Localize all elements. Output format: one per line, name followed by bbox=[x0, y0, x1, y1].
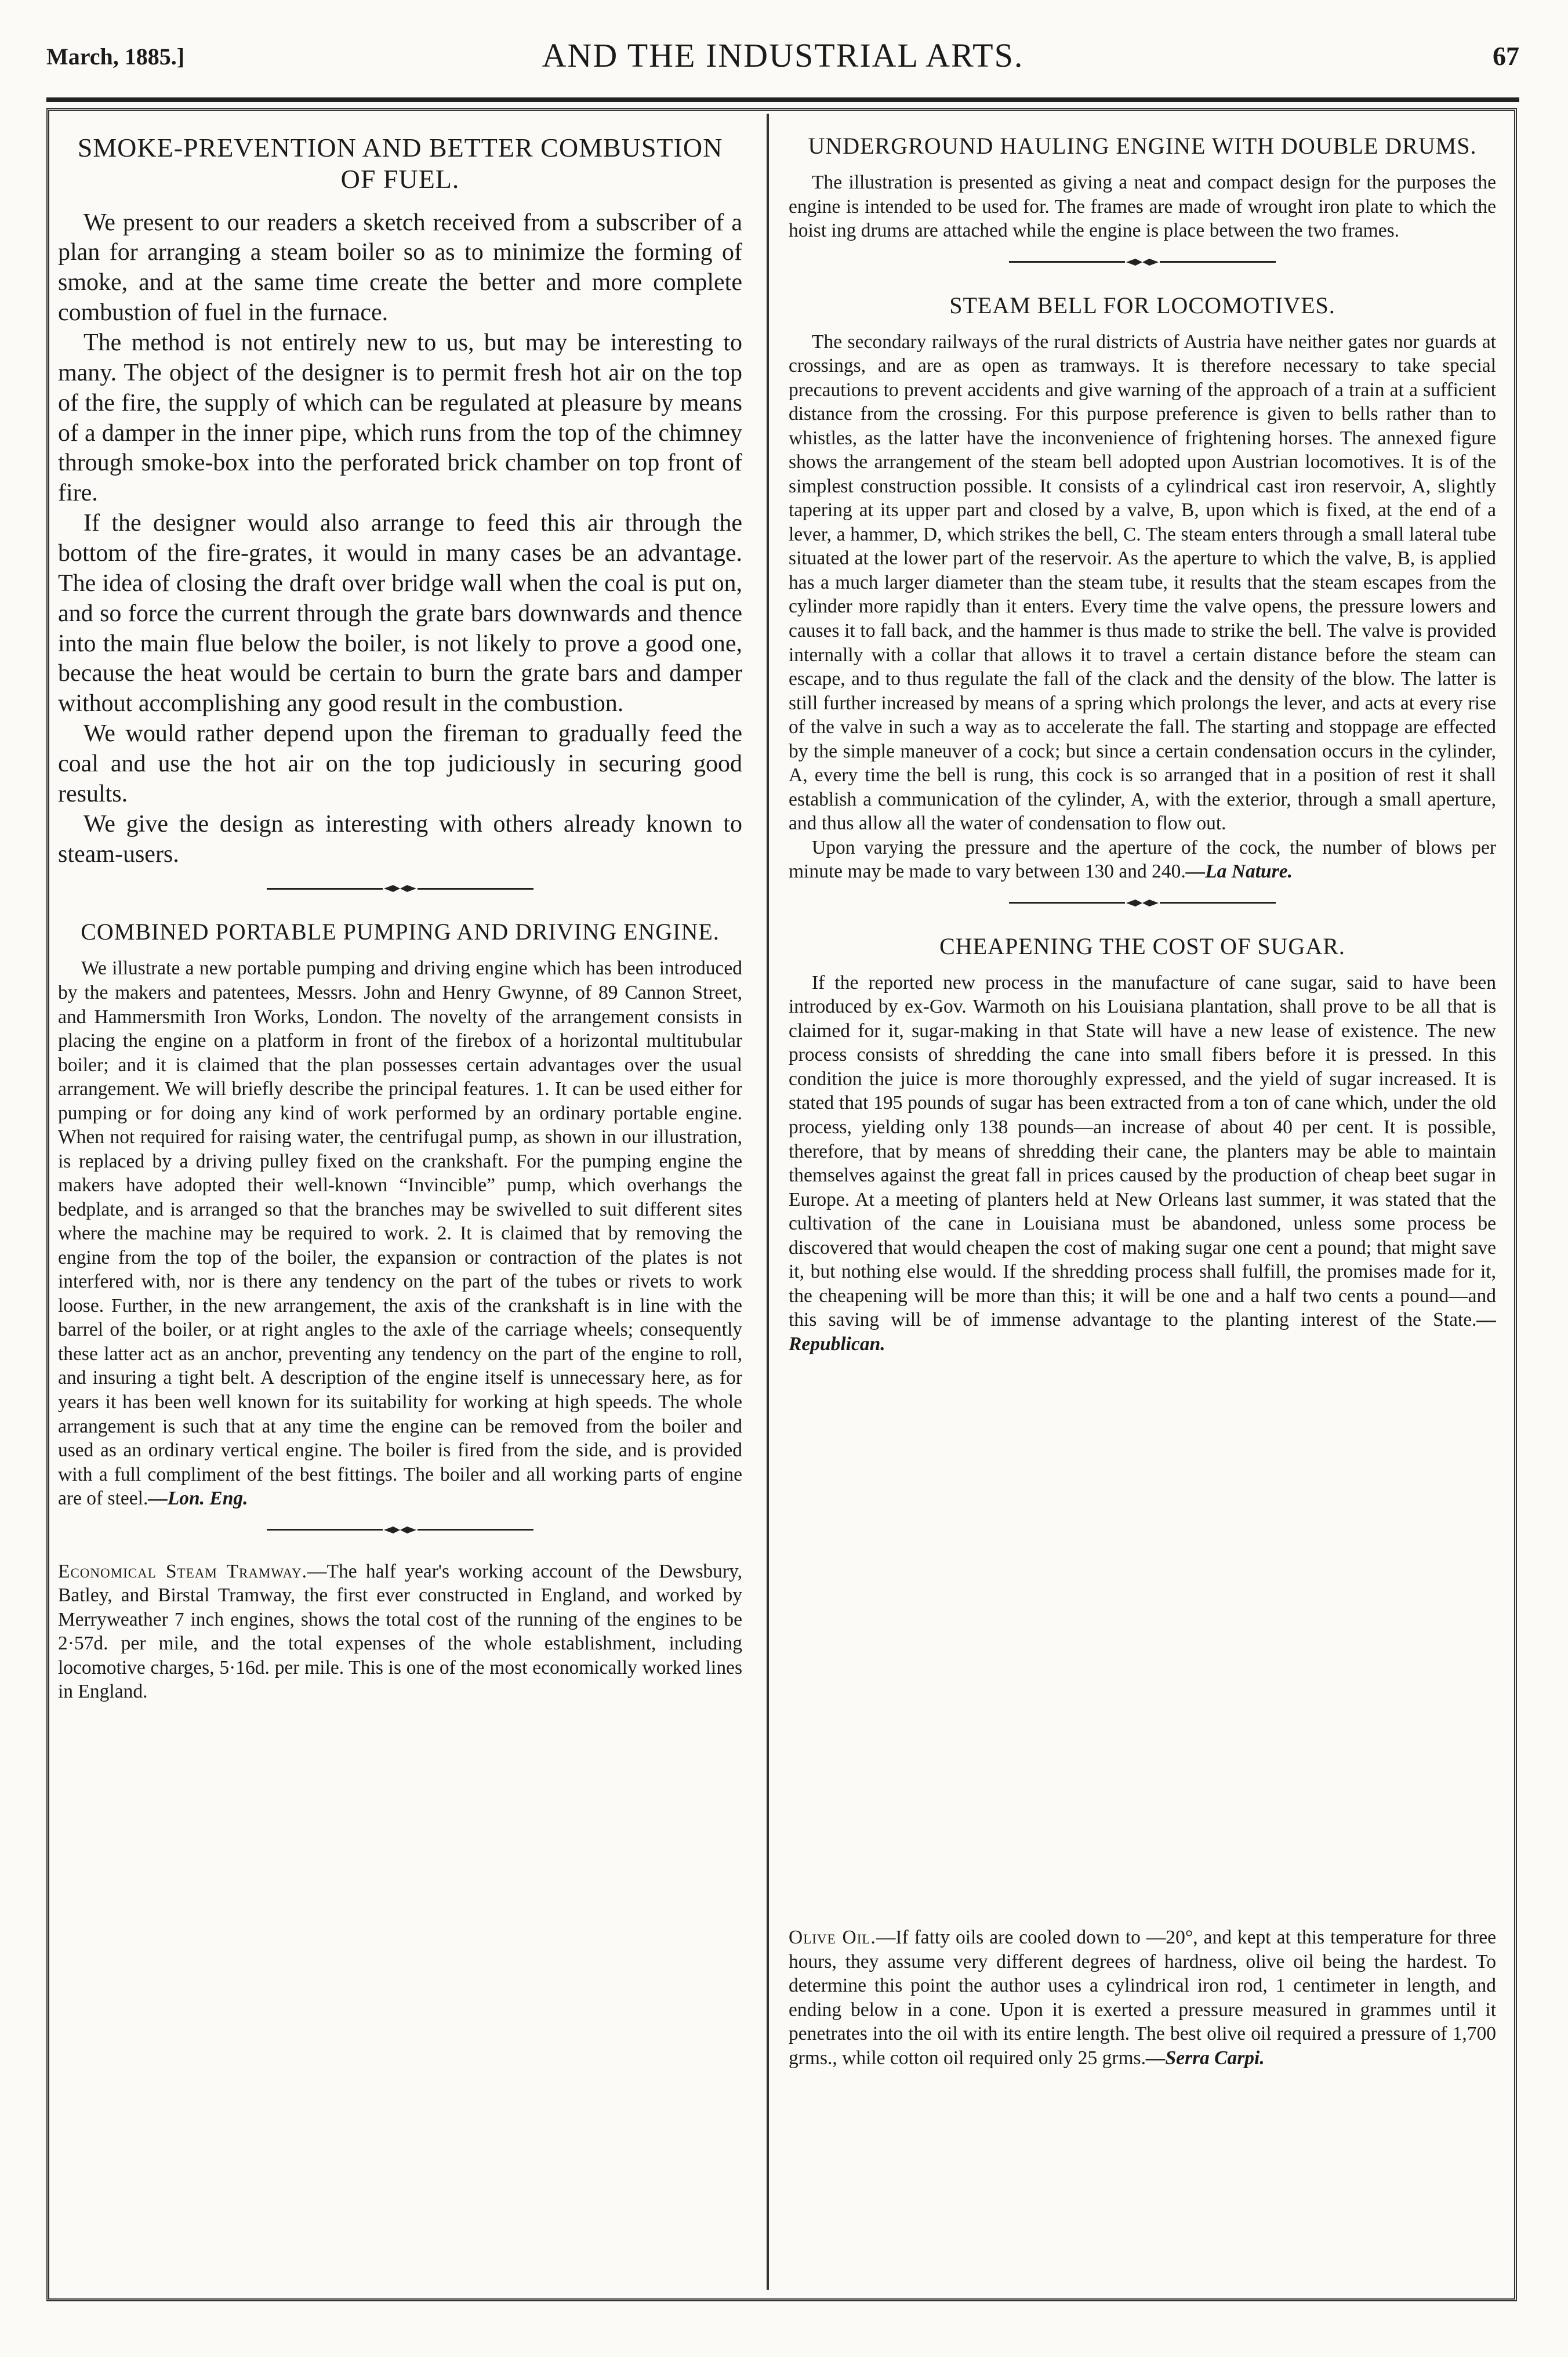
paragraph: The illustration is presented as giving a neat and compact design for the purposes the engine is intended to be used for. The frames are made of wrought iron plate to which the hoist ing drums are attached while the engine is place between the two frames. bbox=[789, 172, 1496, 242]
source-credit: —La Nature. bbox=[1185, 861, 1293, 883]
paragraph: We would rather depend upon the fireman to gradually feed the coal and use the hot air on the top judiciously in securing good results. bbox=[58, 720, 742, 807]
article-steam-bell bbox=[789, 292, 1496, 884]
section-ornament bbox=[789, 249, 1496, 275]
article-pumping-engine bbox=[58, 918, 742, 1510]
paragraph-text: —The half year's working account of the Dewsbury, Batley, and Birstal Tramway, the first ever constructed in England, and worked by Merryweather 7 inch engines, shows the total cost of the running of the engines to be 2·57d. per mile, and the total expenses of the whole establishment, including locomotive charges, 5·16d. per mile. This is one of the most economically worked lines in England. bbox=[58, 1560, 743, 1703]
paragraph bbox=[58, 956, 742, 1510]
left-column bbox=[58, 132, 742, 1704]
paragraph: The secondary railways of the rural districts of Austria have neither gates nor guards at crossings, and are as open as tramways. It is therefore necessary to take special precautions to prevent accidents and give warning of the approach of a train at a sufficient distance from the crossing. For this purpose preference is given to bells rather than to whistles, as the latter have the inconvenience of frightening horses. The annexed figure shows the arrangement of the steam bell adopted upon Austrian locomotives. It is of the simplest construction possible. It consists of a cylindrical cast iron reservoir, A, slightly tapering at its upper part and closed by a valve, B, upon which is fixed, at the end of a lever, a hammer, D, which strikes the bell, C. The steam enters through a small lateral tube situated at the lower part of the reservoir. As the aperture to which the valve, B, is applied has a much larger diameter than the steam tube, it results that the steam escapes from the cylinder more rapidly than it enters. Every time the valve opens, the pressure lowers and causes it to fall back, and the hammer is thus made to strike the bell. The valve is provided internally with a collar that allows it to travel a certain distance before the steam can escape, and to thus regulate the fall of the clack and the density of the blow. The latter is still further increased by means of a spring which prolongs the lever, and acts at every rise of the valve in such a way as to accelerate the fall. The starting and stoppage are effected by the simple maneuver of a cock; but since a certain condensation occurs in the cylinder, A, every time the bell is rung, this cock is so arranged that in a position of rest it shall establish a communication of the cylinder, A, with the exterior, through a small aperture, and thus allow all the water of condensation to flow out. bbox=[789, 331, 1496, 835]
article-steam-tramway bbox=[58, 1560, 742, 1704]
paragraph-text: We illustrate a new portable pumping and driving engine which has been introduced by the makers and patentees, Messrs. John and Henry Gwynne, of 89 Cannon Street, and Hammersmith Iron Works, London. The novelty of the arrangement consists in placing the engine on a platform in front of the firebox of a horizontal multitubular boiler; and it is claimed that the plan possesses certain advantages over the usual arrangement. We will briefly describe the principal features. 1. It can be used either for pumping or for doing any kind of work performed by an ordinary portable engine. When not required for raising water, the centrifugal pump, as shown in our illustration, is replaced by a driving pulley fixed on the crankshaft. For the pumping engine the makers have adopted their well-known “Invincible” pump, which overhangs the bedplate, and is arranged so that the branches may be swivelled to suit different sites where the machine may be required to work. 2. It is claimed that by removing the engine from the top of the boiler, the expansion or contraction of the plates is not interfered with, nor is there any tendency on the part of the tubes or rivets to work loose. Further, in the new arrangement, the axis of the crankshaft is in line with the barrel of the boiler, or at right angles to the axle of the carriage wheels; consequently these latter act as an anchor, preventing any tendency on the part of the engine to roll, and insuring a tight belt. A description of the engine itself is unnecessary here, as for years it has been well known for its suitability for working at high speeds. The whole arrangement is such that at any time the engine can be removed from the boiler and used as an ordinary vertical engine. The boiler is fired from the side, and is provided with a full compliment of the best fittings. The boiler and all working parts of engine are of steel. bbox=[58, 958, 742, 1510]
article-cost-of-sugar bbox=[789, 933, 1496, 1357]
run-in-heading: Olive Oil. bbox=[789, 1927, 876, 1948]
paragraph: We give the design as interesting with others already known to steam-users. bbox=[58, 810, 742, 868]
issue-date: March, 1885.] bbox=[46, 43, 185, 70]
running-head bbox=[46, 35, 1519, 75]
article-heading: SMOKE-PREVENTION AND BETTER COMBUSTION OF FUEL. bbox=[77, 133, 723, 194]
paragraph bbox=[789, 1926, 1496, 2070]
source-credit: —Lon. Eng. bbox=[148, 1488, 248, 1510]
paragraph: If the designer would also arrange to feed this air through the bottom of the fire-grates, it would in many cases be an advantage. The idea of closing the draft over bridge wall when the coal is put on, and so force the current through the grate bars downwards and thence into the main flue below the boiler, is not likely to prove a good one, because the heat would be certain to burn the grate bars and damper without accomplishing any good result in the combustion. bbox=[58, 510, 742, 717]
page-number: 67 bbox=[1493, 41, 1519, 71]
paragraph-text: Upon varying the pressure and the aperture of the cock, the number of blows per minute may be made to vary between 130 and 240. bbox=[789, 836, 1496, 883]
column-divider bbox=[767, 114, 769, 2290]
paragraph: We present to our readers a sketch received from a subscriber of a plan for arranging a steam boiler so as to minimize the forming of smoke, and at the same time create the better and more complete combustion of fuel in the furnace. bbox=[58, 209, 742, 327]
paragraph-text: If the reported new process in the manufacture of cane sugar, said to have been introduced by ex-Gov. Warmoth on his Louisiana plantation, shall prove to be all that is claimed for it, sugar-making in that State will have a new lease of existence. The new process consists of shredding the cane into small fibers before it is pressed. In this condition the juice is more thoroughly expressed, and the yield of sugar increased. It is stated that 195 pounds of sugar has been extracted from a ton of cane which, under the old process, yielding only 138 pounds—an increase of about 40 per cent. It is possible, therefore, that by means of shredding their cane, the planters may be able to maintain themselves against the great fall in prices caused by the production of cheap beet sugar in Europe. At a meeting of planters held at New Orleans last summer, it was stated that the cultivation of the cane in Louisiana must be abandoned, unless some process be discovered that would cheapen the cost of making sugar one cent a pound; that might save it, but nothing else would. If the shredding process shall fulfill, the promises made for it, the cheapening will be more than this; it will be one and a half two cents a pound—and this saving will be of immense advantage to the planting interest of the State. bbox=[789, 971, 1496, 1331]
section-ornament bbox=[58, 875, 742, 902]
article-heading: CHEAPENING THE COST OF SUGAR. bbox=[939, 933, 1345, 959]
header-rule bbox=[46, 97, 1519, 102]
paragraph bbox=[58, 1560, 742, 1704]
journal-title: AND THE INDUSTRIAL ARTS. bbox=[542, 37, 1024, 74]
paragraph-text: —If fatty oils are cooled down to —20°, and kept at this temperature for three hours, they assume very different degrees of hardness, olive oil being the hardest. To determine this point the author uses a cylindrical iron rod, 1 centimeter in length, and ending below in a cone. Upon it is exerted a pressure measured in grammes until it penetrates into the oil with its entire length. The best olive oil required a pressure of 1,700 grms., while cotton oil required only 25 grms. bbox=[789, 1927, 1496, 2069]
article-smoke-prevention bbox=[58, 132, 742, 869]
article-underground-hauling-engine bbox=[789, 132, 1496, 243]
source-credit: —Republican. bbox=[789, 1309, 1496, 1355]
paragraph bbox=[789, 836, 1496, 884]
article-heading: STEAM BELL FOR LOCOMOTIVES. bbox=[949, 292, 1335, 318]
right-column bbox=[789, 132, 1496, 1356]
right-column-lower bbox=[789, 1926, 1496, 2070]
paragraph bbox=[789, 971, 1496, 1357]
article-heading: COMBINED PORTABLE PUMPING AND DRIVING ENGINE. bbox=[81, 919, 720, 945]
article-heading: UNDERGROUND HAULING ENGINE WITH DOUBLE DRUMS. bbox=[808, 133, 1477, 159]
article-olive-oil bbox=[789, 1926, 1496, 2070]
run-in-heading: Economical Steam Tramway. bbox=[58, 1560, 308, 1582]
section-ornament bbox=[58, 1517, 742, 1543]
section-ornament bbox=[789, 890, 1496, 916]
paragraph: The method is not entirely new to us, but may be interesting to many. The object of the designer is to permit fresh hot air on the top of the fire, the supply of which can be regulated at pleasure by means of a damper in the inner pipe, which runs from the top of the chimney through smoke-box into the perforated brick chamber on top front of fire. bbox=[58, 329, 742, 507]
source-credit: —Serra Carpi. bbox=[1145, 2047, 1265, 2069]
